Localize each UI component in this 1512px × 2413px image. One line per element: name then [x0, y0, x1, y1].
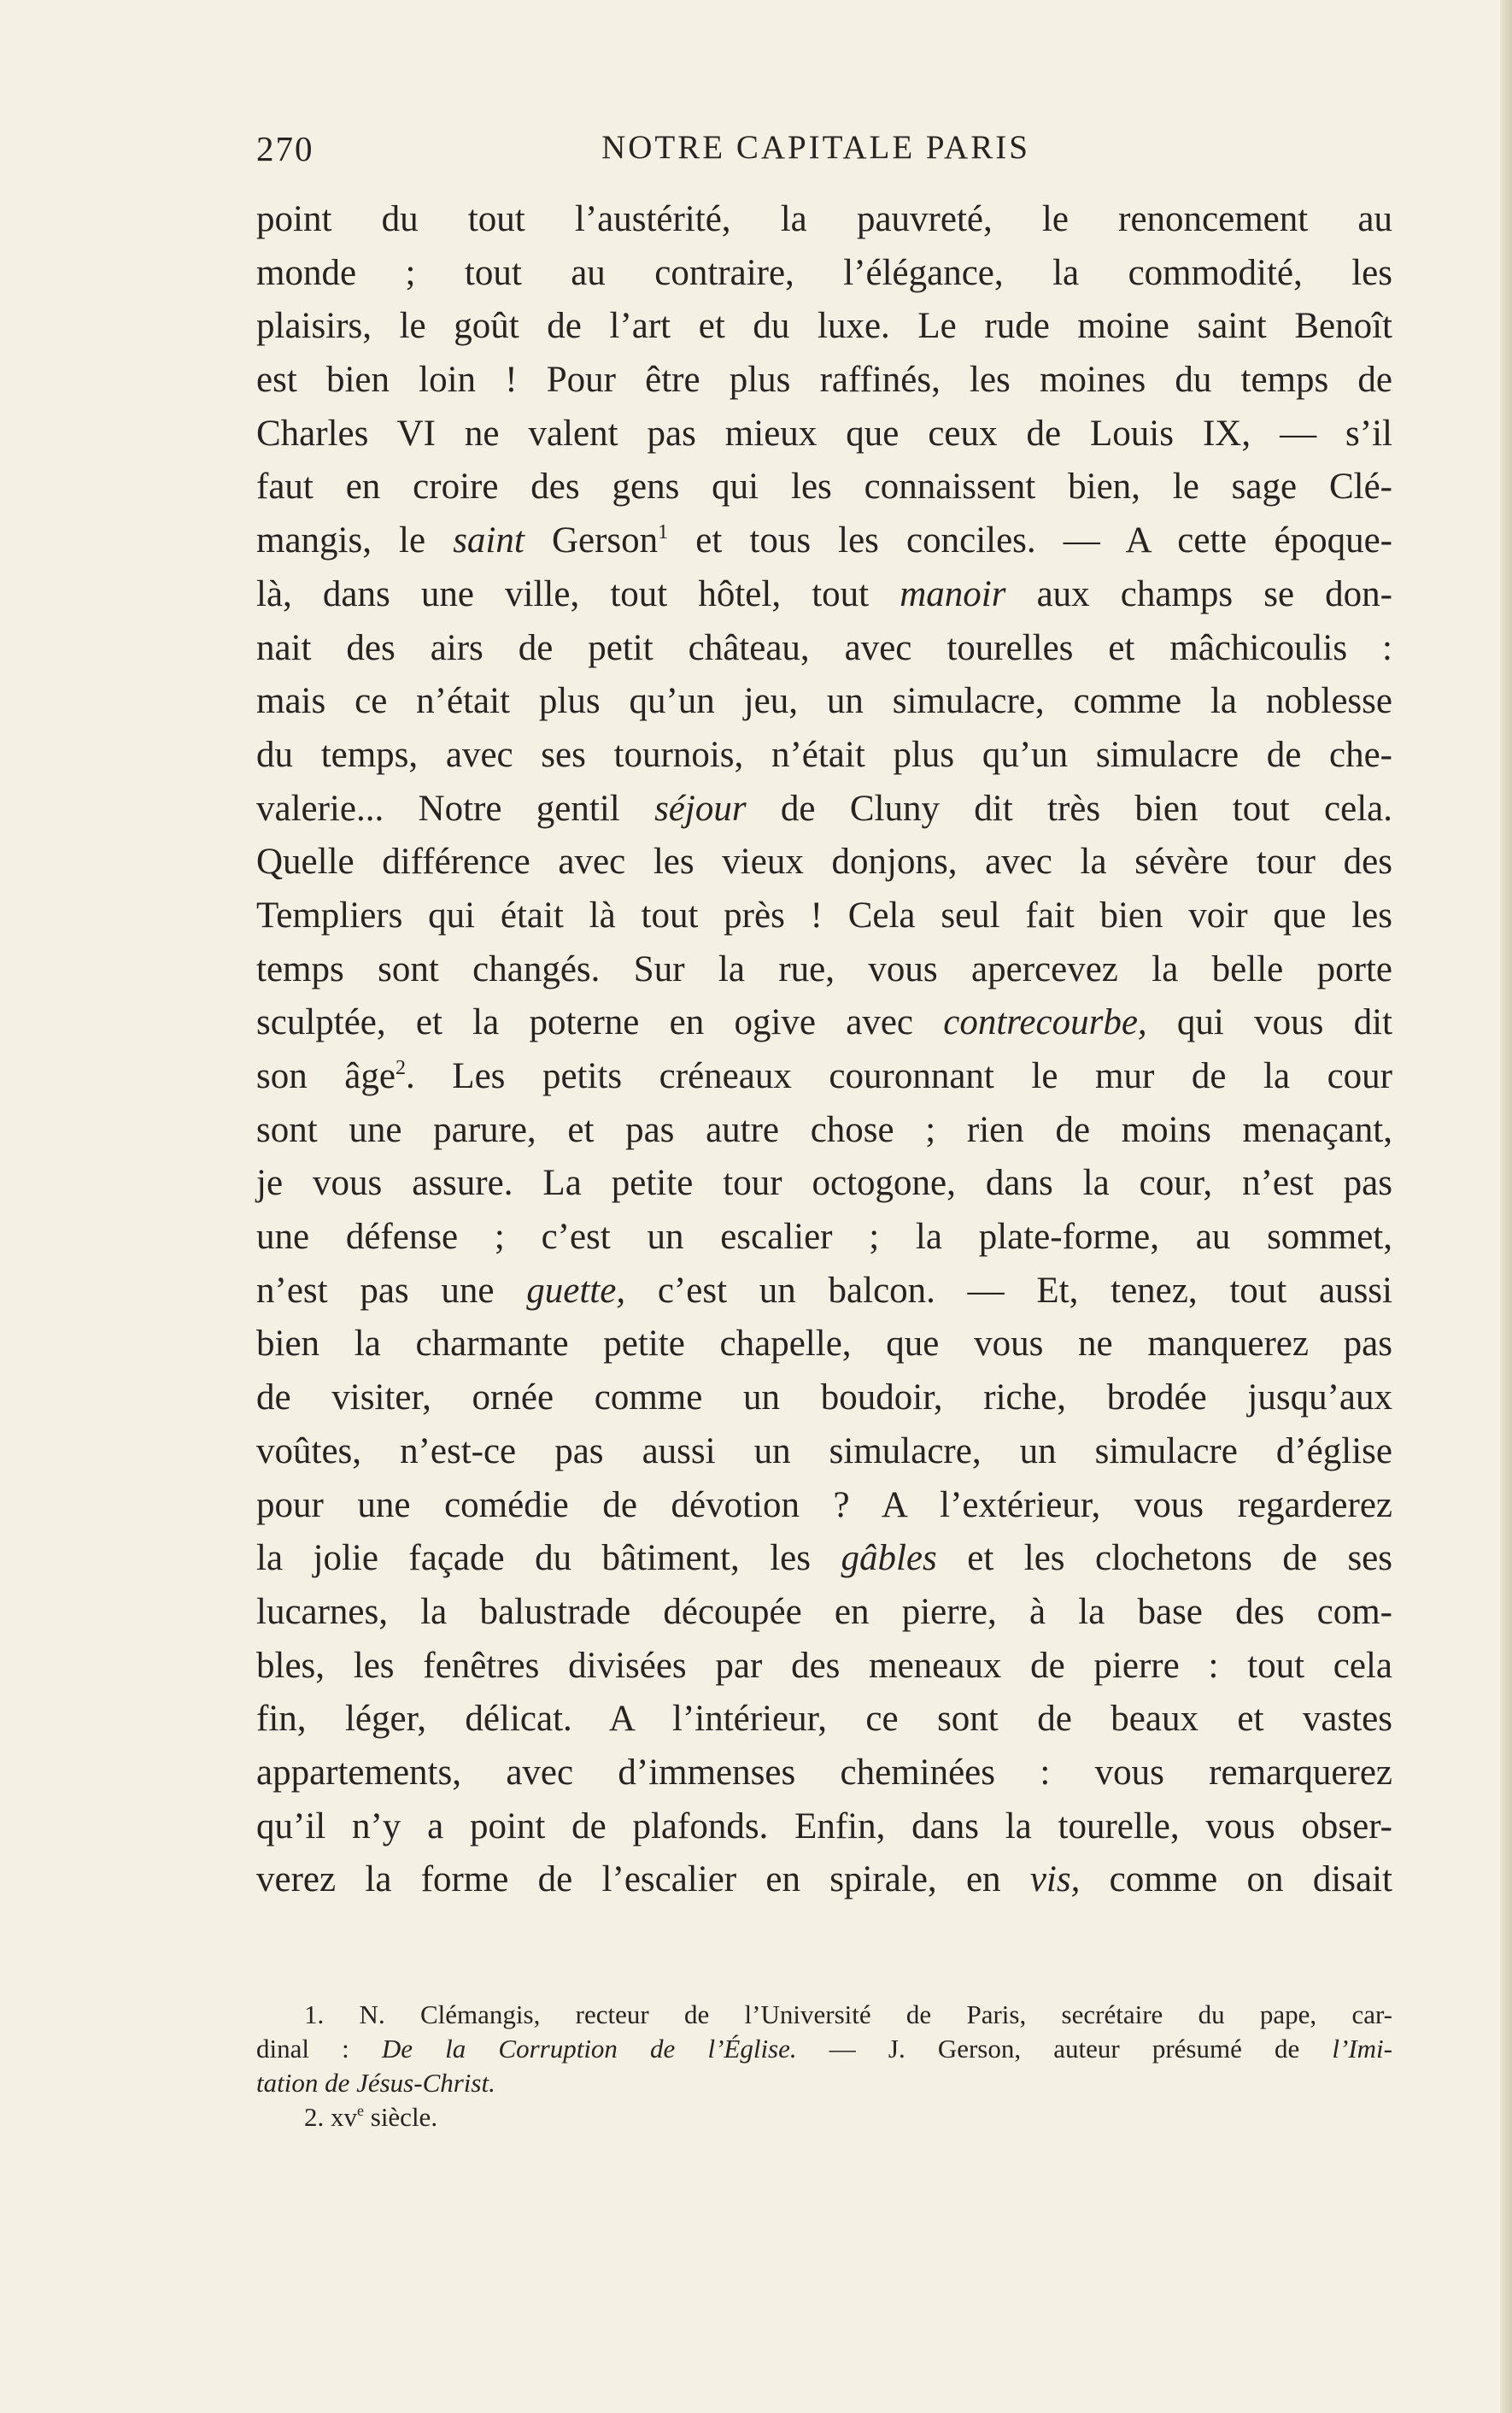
text-run: sont une parure, et pas autre chose ; rien de moins menaçant,	[256, 1109, 1392, 1150]
italic-text: contrecourbe,	[943, 1002, 1147, 1043]
text-run: bien la charmante petite chapelle, que vous ne manquerez pas	[256, 1324, 1392, 1365]
text-line-28	[256, 1640, 1392, 1694]
footnote-marker: 1	[658, 521, 669, 544]
footnote-line-3	[256, 2066, 1392, 2100]
text-run: nait des airs de petit château, avec tourelles et mâchicoulis :	[256, 627, 1392, 668]
footnote-line-4	[256, 2100, 1392, 2134]
text-run: comme on disait	[1080, 1859, 1392, 1900]
running-title: NOTRE CAPITALE PARIS	[601, 129, 1030, 166]
italic-text: vis,	[1029, 1859, 1081, 1900]
text-run: du temps, avec ses tournois, n’était plus qu’un simulacre de che-	[256, 734, 1392, 775]
text-run: sculptée, et la poterne en ogive avec	[256, 1002, 944, 1043]
text-line-1	[256, 193, 1392, 247]
text-run: la jolie façade du bâtiment, les	[256, 1538, 841, 1579]
text-line-23	[256, 1371, 1392, 1425]
text-run: faut en croire des gens qui les connaissent bien, le sage Clé-	[256, 467, 1392, 508]
text-run: qu’il n’y a point de plafonds. Enfin, dans la tourelle, vous obser-	[256, 1805, 1392, 1846]
text-run: c’est un balcon. — Et, tenez, tout aussi	[625, 1270, 1392, 1311]
italic-text: guette,	[526, 1270, 626, 1311]
text-run: je vous assure. La petite tour octogone, dans la cour, n’est pas	[256, 1163, 1392, 1204]
text-line-8	[256, 568, 1392, 622]
text-run: Quelle différence avec les vieux donjons, avec la sévère tour des	[256, 842, 1392, 883]
italic-text: l’Imi-	[1332, 2034, 1392, 2064]
text-run: . Les petits créneaux couronnant le mur de la cour	[405, 1056, 1393, 1096]
footnote-line-2	[256, 2032, 1392, 2066]
text-line-2	[256, 247, 1392, 301]
text-line-15	[256, 943, 1392, 997]
text-run: 1. N. Clémangis, recteur de l’Université de Paris, secrétaire du pape, car-	[304, 1999, 1392, 2029]
text-run: — J. Gerson, auteur présumé de	[796, 2034, 1333, 2064]
text-run: temps sont changés. Sur la rue, vous apercevez la belle porte	[256, 948, 1392, 989]
text-run: lucarnes, la balustrade découpée en pierre, à la base des com-	[256, 1591, 1392, 1632]
text-line-21	[256, 1265, 1392, 1318]
text-line-20	[256, 1211, 1392, 1265]
text-run: voûtes, n’est-ce pas aussi un simulacre, un simulacre d’église	[256, 1430, 1392, 1471]
text-line-4	[256, 354, 1392, 408]
text-run: mais ce n’était plus qu’un jeu, un simulacre, comme la noblesse	[256, 681, 1392, 722]
text-run: son âge	[256, 1056, 396, 1096]
text-run: est bien loin ! Pour être plus raffinés, les moines du temps de	[256, 360, 1392, 401]
text-line-31	[256, 1800, 1392, 1854]
page-number: 270	[256, 129, 314, 168]
text-line-32	[256, 1853, 1392, 1907]
text-run: de visiter, ornée comme un boudoir, riche, brodée jusqu’aux	[256, 1377, 1392, 1418]
italic-text: gâbles	[841, 1538, 937, 1579]
text-run: Gerson	[524, 520, 659, 561]
italic-text: saint	[453, 520, 525, 561]
text-line-27	[256, 1586, 1392, 1640]
italic-text: tation de Jésus-Christ.	[256, 2068, 495, 2098]
text-line-9	[256, 622, 1392, 676]
text-run: qui vous dit	[1146, 1002, 1392, 1043]
text-line-6	[256, 461, 1392, 514]
text-line-13	[256, 836, 1392, 889]
text-line-19	[256, 1157, 1392, 1211]
text-run: là, dans une ville, tout hôtel, tout	[256, 573, 900, 614]
text-run: aux champs se don-	[1005, 573, 1393, 614]
text-run: monde ; tout au contraire, l’élégance, la commodité, les	[256, 252, 1392, 293]
body-text	[256, 193, 1392, 1907]
running-head	[256, 128, 1375, 179]
text-run: fin, léger, délicat. A l’intérieur, ce sont de beaux et vastes	[256, 1699, 1392, 1740]
italic-text: séjour	[654, 788, 747, 829]
text-line-5	[256, 408, 1392, 461]
text-run: 2. xv	[304, 2102, 357, 2132]
text-line-29	[256, 1693, 1392, 1747]
text-line-16	[256, 996, 1392, 1050]
text-line-14	[256, 889, 1392, 943]
footnote-marker: e	[357, 2102, 364, 2119]
footnotes	[256, 1998, 1392, 2134]
page-edge	[1500, 0, 1512, 2413]
footnote-line-1	[256, 1998, 1392, 2032]
text-line-7	[256, 514, 1392, 568]
text-line-25	[256, 1479, 1392, 1533]
text-run: mangis, le	[256, 520, 454, 561]
text-run: n’est pas une	[256, 1270, 527, 1311]
text-run: une défense ; c’est un escalier ; la plate-forme, au sommet,	[256, 1217, 1392, 1258]
text-line-24	[256, 1425, 1392, 1479]
footnote-marker: 2	[395, 1057, 406, 1079]
text-line-17	[256, 1050, 1392, 1104]
italic-text: manoir	[900, 573, 1006, 614]
text-run: Templiers qui était là tout près ! Cela seul fait bien voir que les	[256, 895, 1392, 936]
text-line-12	[256, 783, 1392, 837]
text-run: verez la forme de l’escalier en spirale, en	[256, 1859, 1030, 1900]
text-run: dinal :	[256, 2034, 382, 2064]
text-run: bles, les fenêtres divisées par des meneaux de pierre : tout cela	[256, 1645, 1392, 1686]
text-run: valerie... Notre gentil	[256, 788, 655, 829]
text-line-10	[256, 675, 1392, 729]
text-run: plaisirs, le goût de l’art et du luxe. Le rude moine saint Benoît	[256, 306, 1392, 347]
text-run: appartements, avec d’immenses cheminées : vous remarquerez	[256, 1752, 1392, 1793]
text-run: et tous les conciles. — A cette époque-	[668, 520, 1392, 561]
text-run: point du tout l’austérité, la pauvreté, le renoncement au	[256, 199, 1392, 239]
text-run: de Cluny dit très bien tout cela.	[746, 788, 1392, 829]
text-run: pour une comédie de dévotion ? A l’extérieur, vous regarderez	[256, 1484, 1392, 1525]
italic-text: De la Corruption de l’Église.	[381, 2034, 797, 2064]
text-run: siècle.	[364, 2102, 438, 2132]
text-run: et les clochetons de ses	[936, 1538, 1392, 1579]
text-line-22	[256, 1318, 1392, 1371]
text-line-30	[256, 1747, 1392, 1800]
text-line-18	[256, 1104, 1392, 1158]
text-line-11	[256, 729, 1392, 783]
text-line-3	[256, 300, 1392, 354]
text-run: Charles VI ne valent pas mieux que ceux de Louis IX, — s’il	[256, 413, 1392, 454]
text-line-26	[256, 1532, 1392, 1586]
